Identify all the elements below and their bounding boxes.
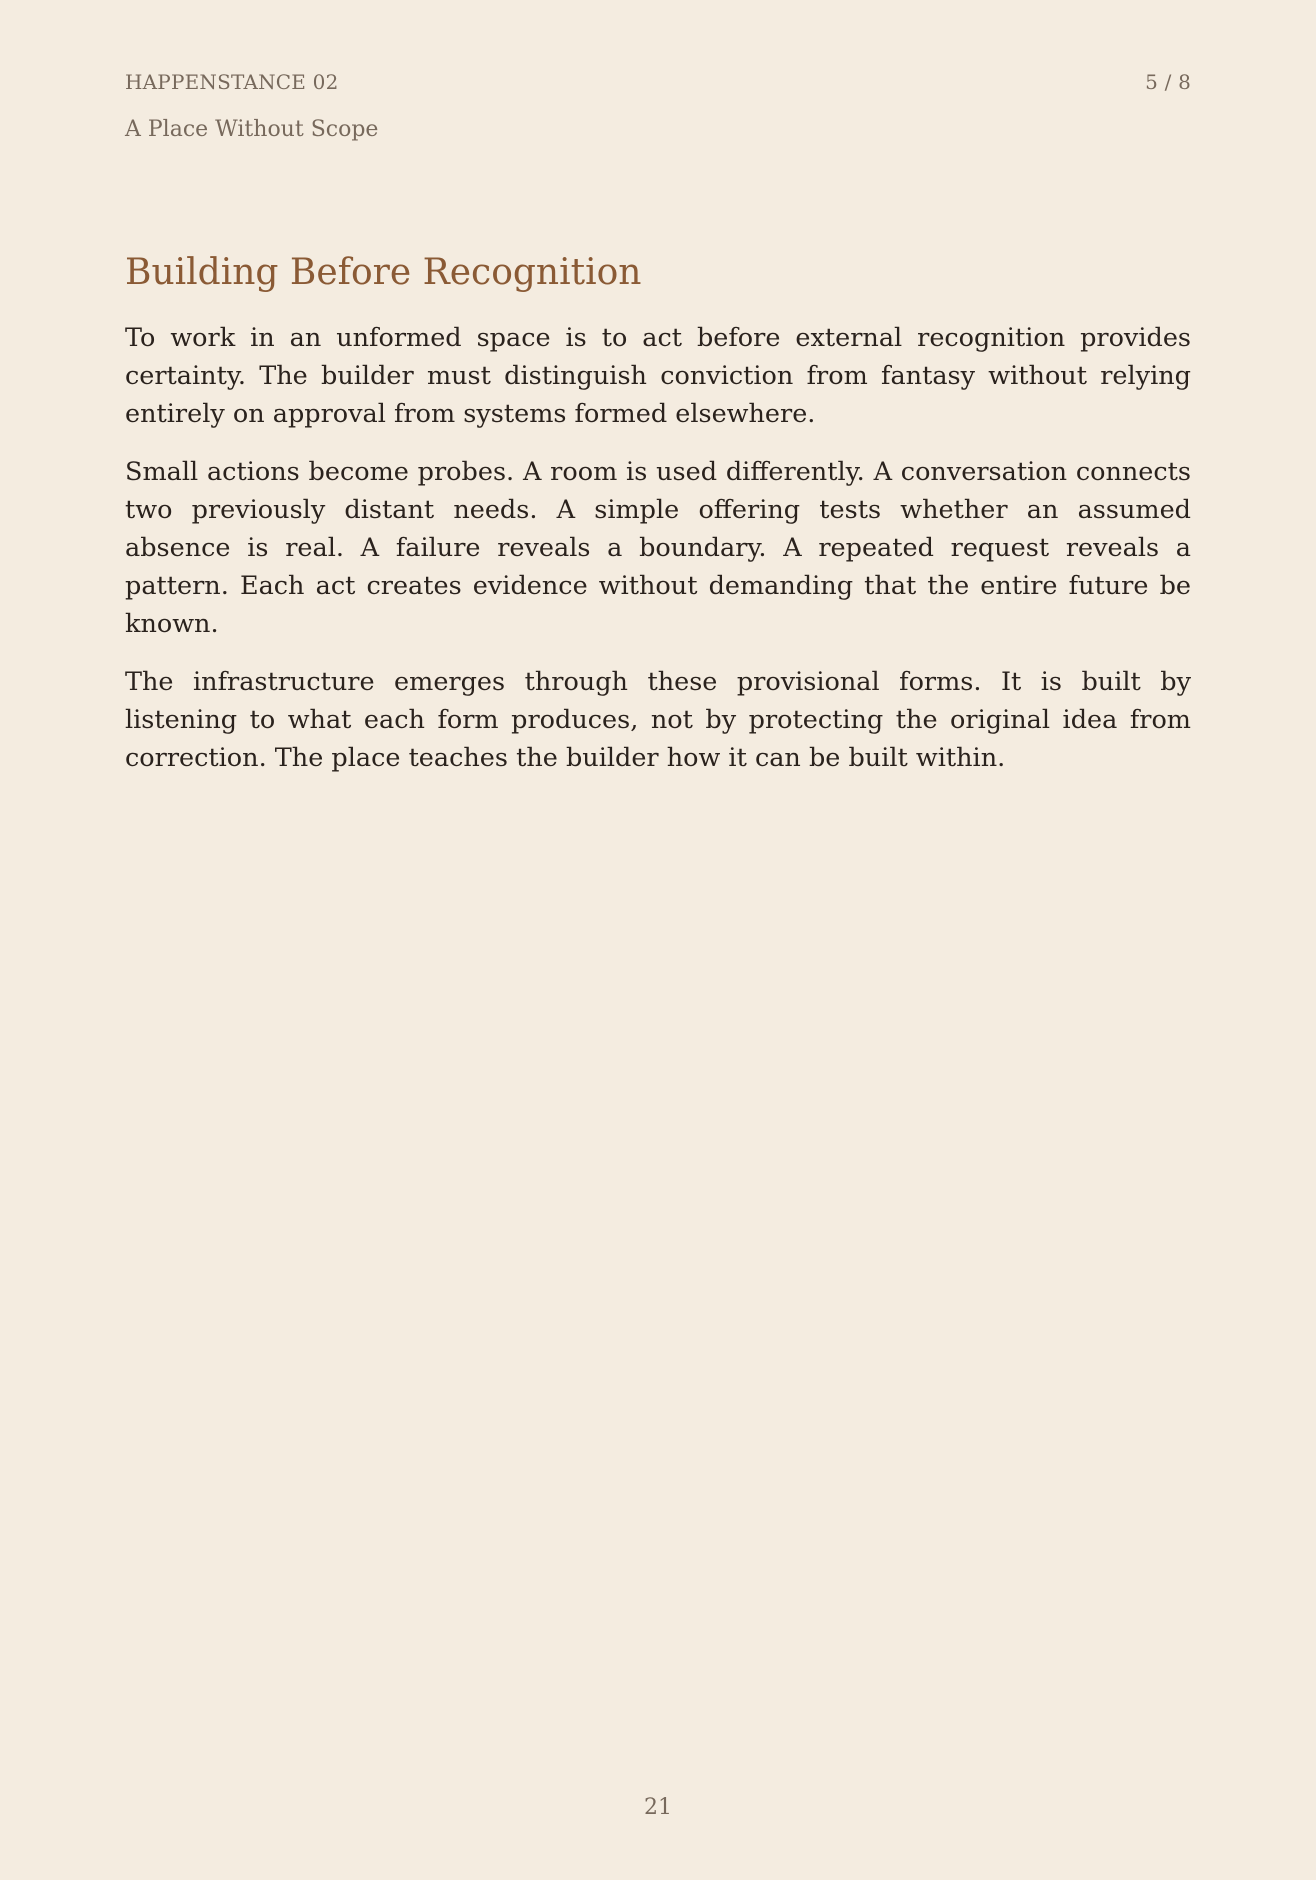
running-header (125, 70, 1191, 94)
section-body (125, 319, 1191, 797)
body-paragraph: Small actions become probes. A room is used differently. A conversation connects two previously distant needs. A simple offering tests whether an assumed absence is real. A failure reveals a boundary. A repeated request reveals a pattern. Each act creates evidence without demanding that the entire future be known. (125, 457, 1191, 639)
publication-title: HAPPENSTANCE 02 (125, 70, 339, 94)
body-paragraph: The infrastructure emerges through these provisional forms. It is built by listening to what each form produces, not by protecting the original idea from correction. The place teaches the builder how it can be built within. (125, 667, 1191, 773)
page-position: 5 / 8 (1145, 70, 1191, 94)
document-subtitle: A Place Without Scope (125, 117, 379, 142)
body-paragraph: To work in an unformed space is to act before external recognition provides certainty. The builder must distinguish conviction from fantasy without relying entirely on approval from systems formed elsewhere. (125, 323, 1191, 429)
section-heading: Building Before Recognition (125, 252, 642, 293)
document-page (125, 0, 1191, 1880)
page-number: 21 (644, 1795, 672, 1820)
